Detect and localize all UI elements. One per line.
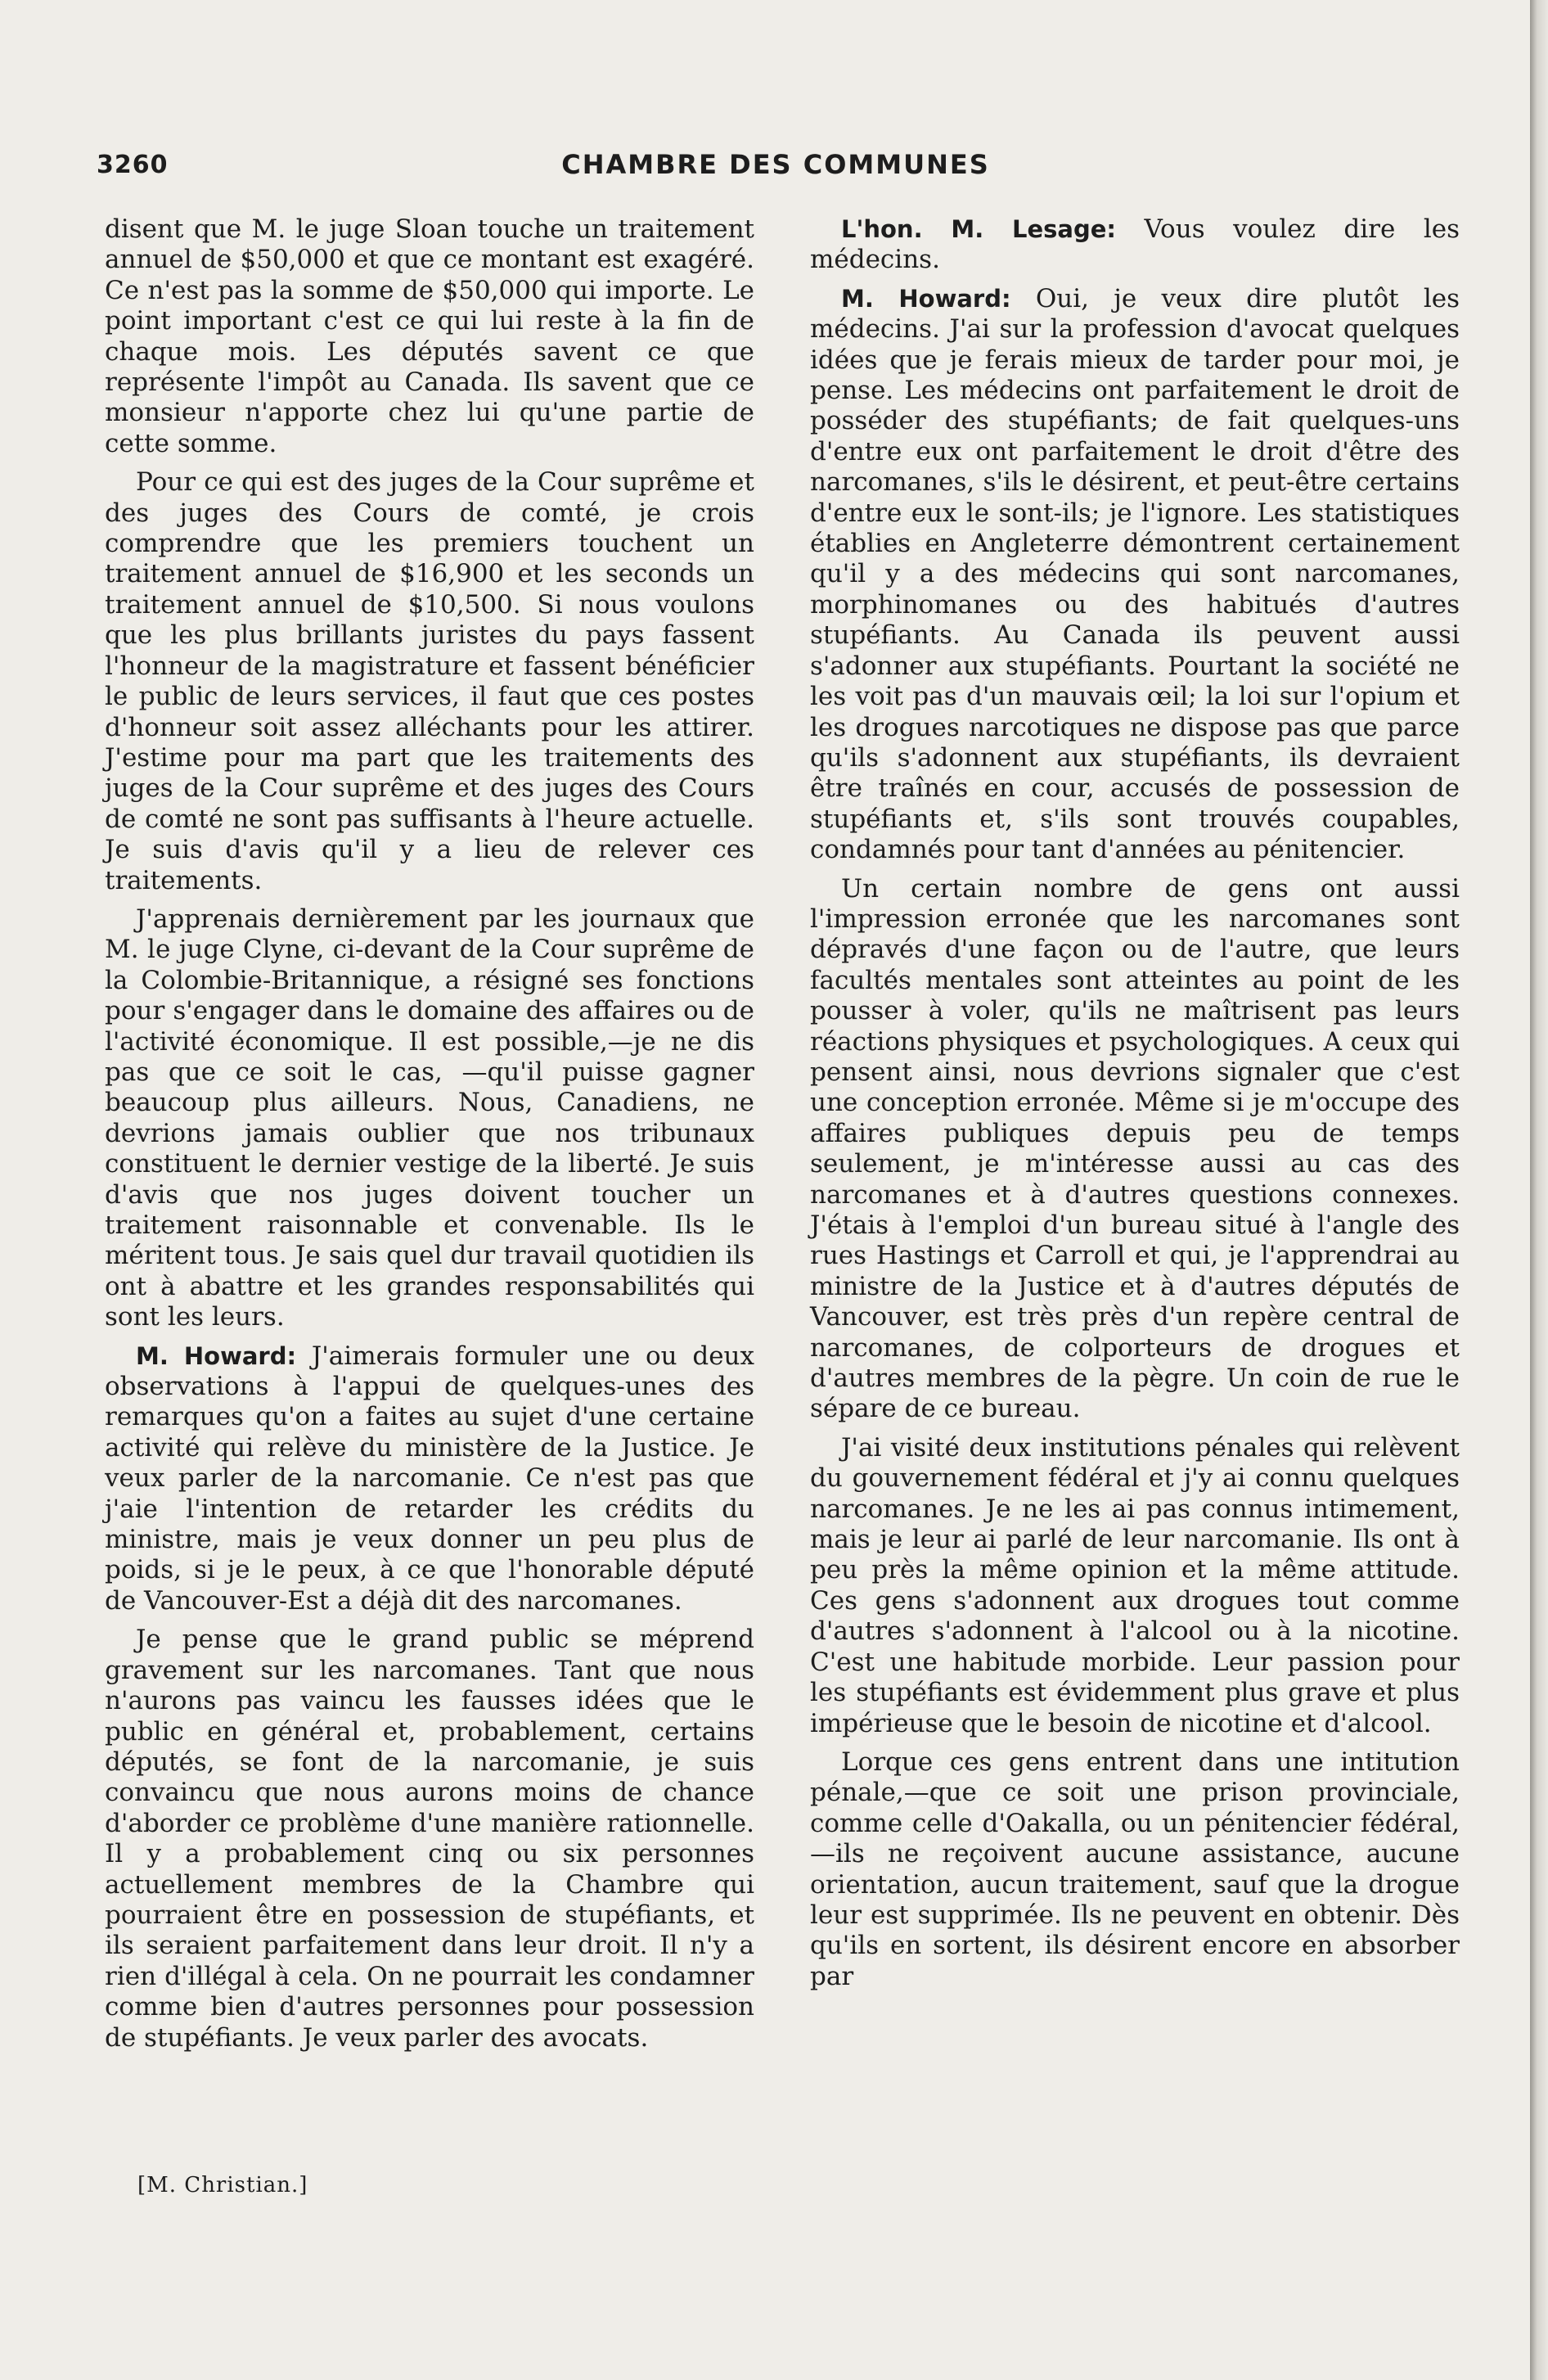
- footer-note: [M. Christian.]: [137, 2173, 308, 2197]
- speaker-name: M. Howard:: [841, 284, 1011, 313]
- paragraph: [810, 214, 1460, 276]
- paragraph: disent que M. le juge Sloan touche un traitement annuel de $50,000 et que ce montant est exagéré. Ce n'est pas la somme de $50,000 qui importe. Le point important c'est ce qui lui reste à la fin de chaque mois. Les députés savent ce que représente l'impôt au Canada. Ils savent que ce monsieur n'apporte chez lui qu'une partie de cette somme.: [105, 214, 754, 458]
- page-header: [97, 146, 1455, 187]
- page-edge-shadow: [1530, 0, 1548, 2380]
- paragraph: Lorque ces gens entrent dans une intitution pénale,—que ce soit une prison provinciale, comme celle d'Oakalla, ou un pénitencier fédéral,—ils ne reçoivent aucune assistance, aucune orientation, aucun traitement, sauf que la drogue leur est supprimée. Ils ne peuvent en obtenir. Dès qu'ils en sortent, ils désirent encore en absorber par: [810, 1747, 1460, 1991]
- paragraph: [810, 284, 1460, 866]
- paragraph: J'apprenais dernièrement par les journaux que M. le juge Clyne, ci-devant de la Cour suprême de la Colombie-Britannique, a résigné ses fonctions pour s'engager dans le domaine des affaires ou de l'activité économique. Il est possible,—je ne dis pas que ce soit le cas, —qu'il puisse gagner beaucoup plus ailleurs. Nous, Canadiens, ne devrions jamais oublier que nos tribunaux constituent le dernier vestige de la liberté. Je suis d'avis que nos juges doivent toucher un traitement raisonnable et convenable. Ils le méritent tous. Je sais quel dur travail quotidien ils ont à abattre et les grandes responsabilités qui sont les leurs.: [105, 904, 754, 1332]
- page-number: 3260: [97, 151, 169, 179]
- speaker-name: L'hon. M. Lesage:: [841, 215, 1116, 243]
- page-title: CHAMBRE DES COMMUNES: [561, 149, 990, 180]
- left-column: [105, 214, 754, 2062]
- speaker-name: M. Howard:: [136, 1341, 297, 1370]
- speech-text: J'aimerais formuler une ou deux observations à l'appui de quelques-unes des remarques qu'on a faites au sujet d'une certaine activité qui relève du ministère de la Justice. Je veux parler de la narcomanie. Ce n'est pas que j'aie l'intention de retarder les crédits du ministre, mais je veux donner un peu plus de poids, si je le peux, à ce que l'honorable député de Vancouver-Est a déjà dit des narcomanes.: [105, 1341, 755, 1616]
- speech-text: Vous voulez dire les médecins.: [810, 214, 1460, 275]
- right-column: [810, 214, 1460, 2000]
- paragraph: Un certain nombre de gens ont aussi l'impression erronée que les narcomanes sont dépravés d'une façon ou de l'autre, que leurs facultés mentales sont atteintes au point de les pousser à voler, qu'ils ne maîtrisent pas leurs réactions physiques et psychologiques. A ceux qui pensent ainsi, nous devrions signaler que c'est une conception erronée. Même si je m'occupe des affaires publiques depuis peu de temps seulement, je m'intéresse aussi au cas des narcomanes et à d'autres questions connexes. J'étais à l'emploi d'un bureau situé à l'angle des rues Hastings et Carroll et qui, je l'apprendrai au ministre de la Justice et à d'autres députés de Vancouver, est très près d'un repère central de narcomanes, de colporteurs de drogues et d'autres membres de la pègre. Un coin de rue le sépare de ce bureau.: [810, 873, 1460, 1424]
- paragraph: Je pense que le grand public se méprend gravement sur les narcomanes. Tant que nous n'aurons pas vaincu les fausses idées que le public en général et, probablement, certains députés, se font de la narcomanie, je suis convaincu que nous aurons moins de chance d'aborder ce problème d'une manière rationnelle. Il y a probablement cinq ou six personnes actuellement membres de la Chambre qui pourraient être en possession de stupéfiants, et ils seraient parfaitement dans leur droit. Il n'y a rien d'illégal à cela. On ne pourrait les condamner comme bien d'autres personnes pour possession de stupéfiants. Je veux parler des avocats.: [105, 1625, 754, 2053]
- paragraph: [105, 1341, 754, 1617]
- speech-text: Oui, je veux dire plutôt les médecins. J'ai sur la profession d'avocat quelques idées que je ferais mieux de tarder pour moi, je pense. Les médecins ont parfaitement le droit de posséder des stupéfiants; de fait quelques-uns d'entre eux ont parfaitement le droit d'être des narcomanes, s'ils le désirent, et peut-être certains d'entre eux le sont-ils; je l'ignore. Les statistiques établies en Angleterre démontrent certainement qu'il y a des médecins qui sont narcomanes, morphinomanes ou des habitués d'autres stupéfiants. Au Canada ils peuvent aussi s'adonner aux stupéfiants. Pourtant la société ne les voit pas d'un mauvais œil; la loi sur l'opium et les drogues narcotiques ne dispose pas que parce qu'ils s'adonnent aux stupéfiants, ils devraient être traînés en cour, accusés de possession de stupéfiants et, s'ils sont trouvés coupables, condamnés pour tant d'années au pénitencier.: [810, 283, 1460, 865]
- paragraph: Pour ce qui est des juges de la Cour suprême et des juges des Cours de comté, je crois comprendre que les premiers touchent un traitement annuel de $16,900 et les seconds un traitement annuel de $10,500. Si nous voulons que les plus brillants juristes du pays fassent l'honneur de la magistrature et fassent bénéficier le public de leurs services, il faut que ces postes d'honneur soit assez alléchants pour les attirer. J'estime pour ma part que les traitements des juges de la Cour suprême et des juges des Cours de comté ne sont pas suffisants à l'heure actuelle. Je suis d'avis qu'il y a lieu de relever ces traitements.: [105, 467, 754, 895]
- paragraph: J'ai visité deux institutions pénales qui relèvent du gouvernement fédéral et j'y ai connu quelques narcomanes. Je ne les ai pas connus intimement, mais je leur ai parlé de leur narcomanie. Ils ont à peu près la même opinion et la même attitude. Ces gens s'adonnent aux drogues tout comme d'autres s'adonnent à l'alcool ou à la nicotine. C'est une habitude morbide. Leur passion pour les stupéfiants est évidemment plus grave et plus impérieuse que le besoin de nicotine et d'alcool.: [810, 1432, 1460, 1738]
